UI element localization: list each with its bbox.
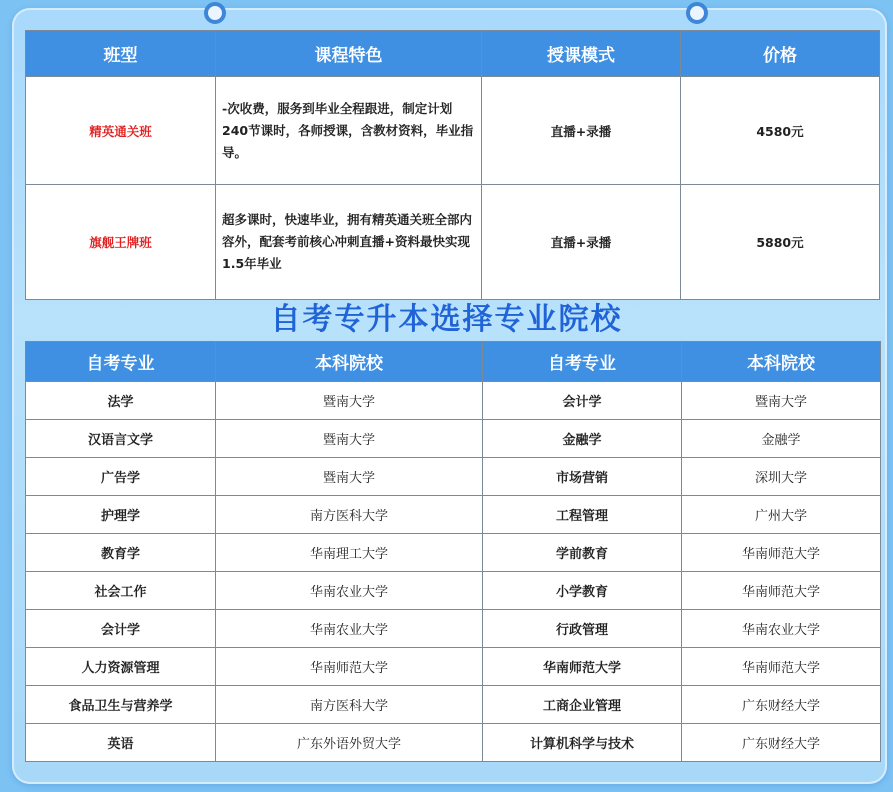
major-name: 英语 (26, 724, 216, 762)
university-name: 暨南大学 (216, 420, 483, 458)
major-name: 法学 (26, 382, 216, 420)
university-name: 广东财经大学 (682, 724, 881, 762)
major-row (26, 534, 881, 572)
major-name: 市场营销 (483, 458, 682, 496)
class-name: 旗舰王牌班 (26, 185, 216, 300)
binder-ring-icon (686, 2, 708, 24)
university-name: 广东外语外贸大学 (216, 724, 483, 762)
major-name: 华南师范大学 (483, 648, 682, 686)
major-name: 计算机科学与技术 (483, 724, 682, 762)
major-name: 工商企业管理 (483, 686, 682, 724)
class-name: 精英通关班 (26, 77, 216, 185)
major-name: 学前教育 (483, 534, 682, 572)
major-row (26, 686, 881, 724)
major-name: 会计学 (26, 610, 216, 648)
price: 5880元 (681, 185, 880, 300)
header-teaching-mode: 授课模式 (482, 31, 681, 77)
university-name: 暨南大学 (682, 382, 881, 420)
major-name: 金融学 (483, 420, 682, 458)
university-name: 华南师范大学 (682, 572, 881, 610)
major-row (26, 382, 881, 420)
major-name: 社会工作 (26, 572, 216, 610)
university-name: 华南农业大学 (682, 610, 881, 648)
header-university: 本科院校 (682, 342, 881, 382)
course-table (25, 30, 880, 300)
major-name: 小学教育 (483, 572, 682, 610)
course-row (26, 185, 880, 300)
university-name: 华南师范大学 (682, 648, 881, 686)
header-university: 本科院校 (216, 342, 483, 382)
university-name: 华南理工大学 (216, 534, 483, 572)
major-row (26, 724, 881, 762)
header-course-feature: 课程特色 (216, 31, 482, 77)
header-class-type: 班型 (26, 31, 216, 77)
teaching-mode: 直播+录播 (482, 77, 681, 185)
major-row (26, 458, 881, 496)
university-name: 暨南大学 (216, 458, 483, 496)
course-feature: 超多课时，快速毕业，拥有精英通关班全部内容外，配套考前核心冲刺直播+资料最快实现1.5年毕业 (216, 185, 482, 300)
university-name: 华南师范大学 (682, 534, 881, 572)
major-name: 会计学 (483, 382, 682, 420)
university-name: 华南农业大学 (216, 610, 483, 648)
major-name: 工程管理 (483, 496, 682, 534)
major-name: 行政管理 (483, 610, 682, 648)
teaching-mode: 直播+录播 (482, 185, 681, 300)
major-name: 食品卫生与营养学 (26, 686, 216, 724)
major-name: 人力资源管理 (26, 648, 216, 686)
major-row (26, 420, 881, 458)
major-name: 汉语言文学 (26, 420, 216, 458)
major-row (26, 610, 881, 648)
major-table-header (26, 342, 881, 382)
university-name: 南方医科大学 (216, 686, 483, 724)
binder-ring-icon (204, 2, 226, 24)
header-major: 自考专业 (483, 342, 682, 382)
course-table-header (26, 31, 880, 77)
university-name: 华南师范大学 (216, 648, 483, 686)
major-row (26, 496, 881, 534)
course-feature: -次收费，服务到毕业全程跟进，制定计划240节课时，各师授课，含教材资料，毕业指导。 (216, 77, 482, 185)
section-title: 自考专升本选择专业院校 (270, 302, 623, 337)
major-table (25, 341, 881, 762)
university-name: 暨南大学 (216, 382, 483, 420)
major-name: 护理学 (26, 496, 216, 534)
university-name: 深圳大学 (682, 458, 881, 496)
university-name: 华南农业大学 (216, 572, 483, 610)
university-name: 南方医科大学 (216, 496, 483, 534)
major-row (26, 572, 881, 610)
header-price: 价格 (681, 31, 880, 77)
university-name: 广东财经大学 (682, 686, 881, 724)
price: 4580元 (681, 77, 880, 185)
major-name: 广告学 (26, 458, 216, 496)
university-name: 金融学 (682, 420, 881, 458)
major-row (26, 648, 881, 686)
university-name: 广州大学 (682, 496, 881, 534)
course-row (26, 77, 880, 185)
header-major: 自考专业 (26, 342, 216, 382)
major-name: 教育学 (26, 534, 216, 572)
